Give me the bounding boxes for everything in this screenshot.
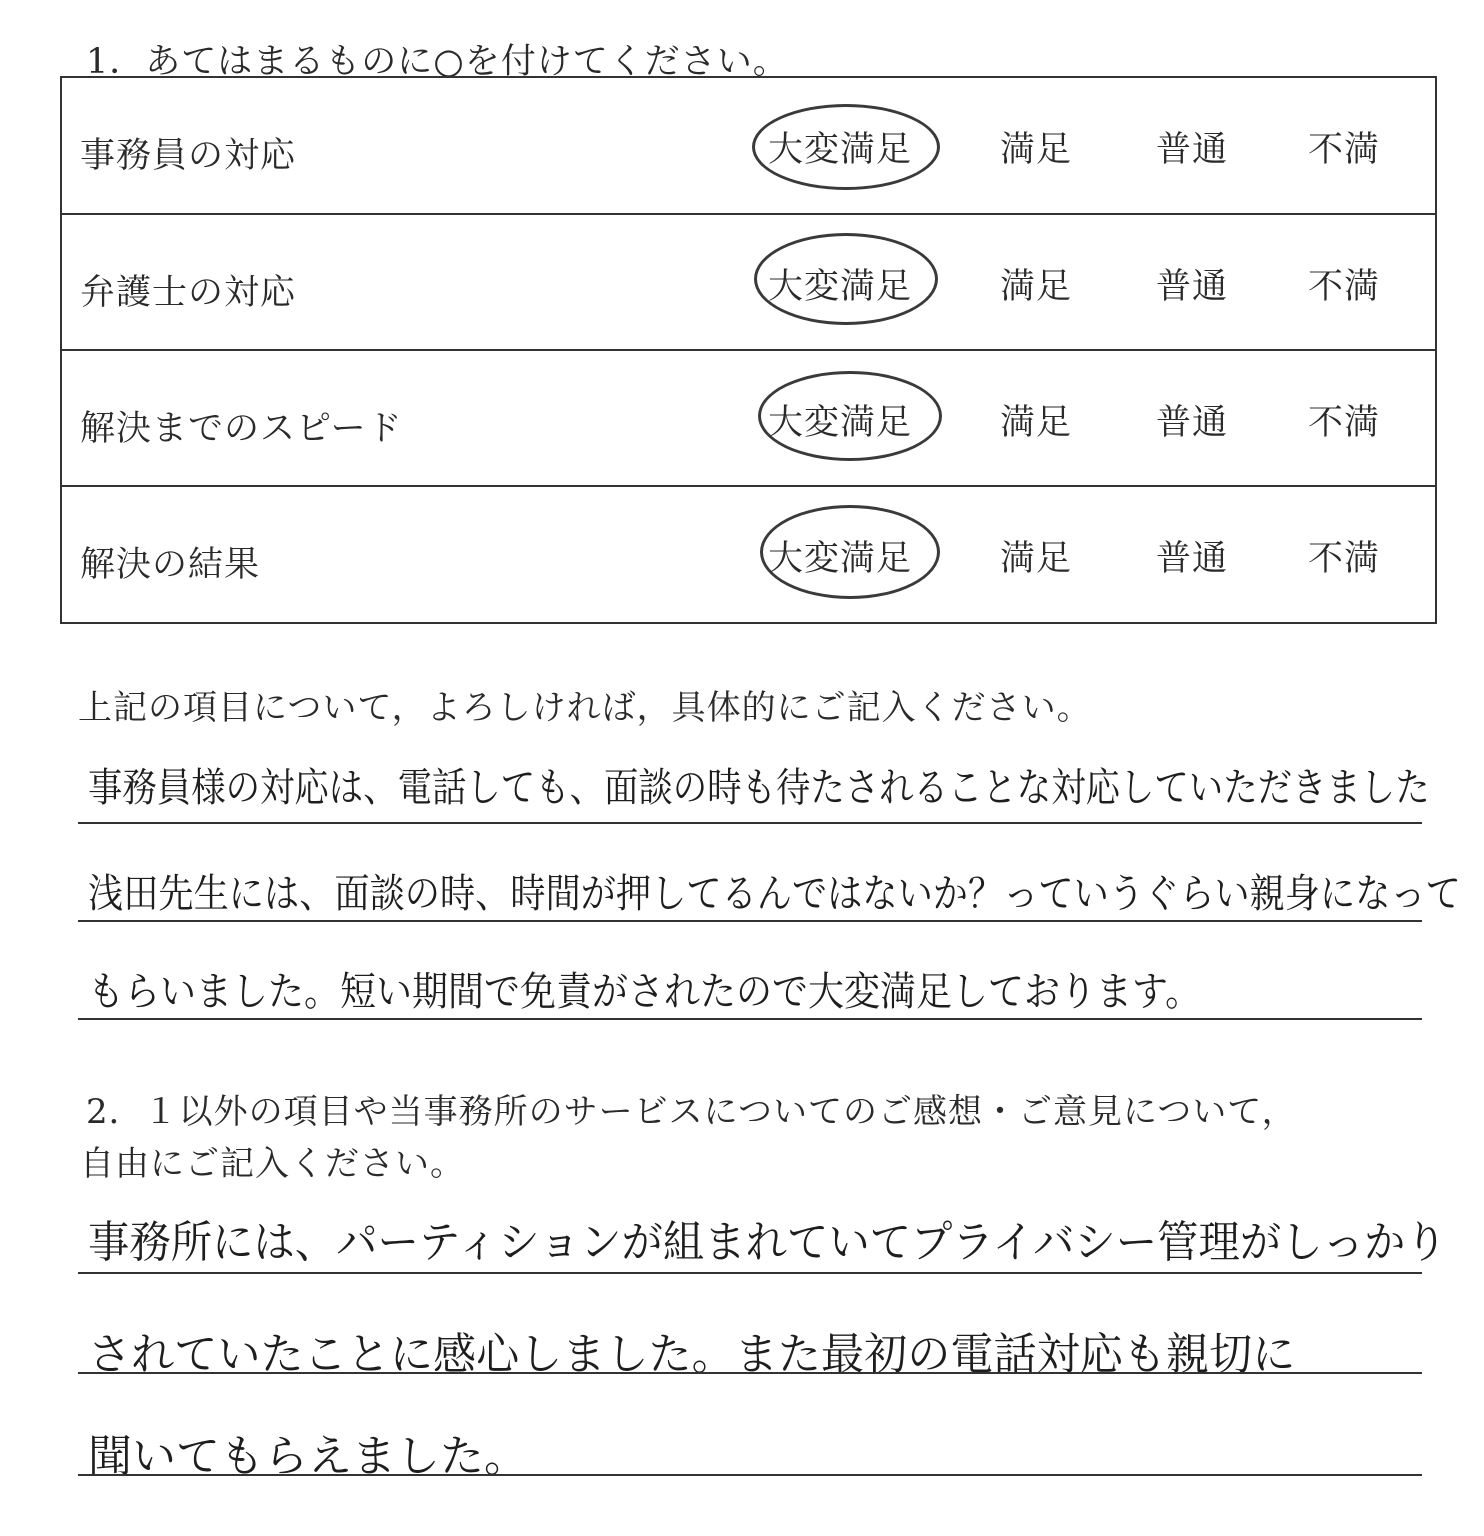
writing-line (78, 1272, 1422, 1274)
writing-line (78, 1018, 1422, 1020)
row-label: 弁護士の対応 (80, 273, 297, 313)
option-neutral[interactable]: 普通 (1156, 539, 1229, 579)
option-neutral[interactable]: 普通 (1156, 403, 1229, 443)
q2-heading-cont: 自由にご記入ください。 (80, 1144, 465, 1184)
option-neutral[interactable]: 普通 (1156, 130, 1229, 170)
option-satisfied[interactable]: 満足 (1000, 267, 1073, 307)
comment-prompt: 上記の項目について，よろしければ，具体的にご記入ください。 (78, 688, 1092, 728)
writing-line (78, 1372, 1422, 1374)
rating-row (62, 349, 1435, 486)
option-very-satisfied[interactable]: 大変満足 (768, 539, 913, 579)
handwritten-comment-line: もらいました。短い期間で免責がされたので大変満足しております。 (88, 969, 1202, 1015)
q2-heading: 2．１以外の項目や当事務所のサービスについてのご感想・ご意見について， (86, 1092, 1297, 1132)
option-dissatisfied[interactable]: 不満 (1308, 403, 1381, 443)
option-very-satisfied[interactable]: 大変満足 (768, 130, 913, 170)
option-satisfied[interactable]: 満足 (1000, 539, 1073, 579)
row-label: 解決の結果 (80, 545, 261, 585)
rating-table (60, 76, 1437, 624)
option-satisfied[interactable]: 満足 (1000, 403, 1073, 443)
handwritten-comment-line: 事務員様の対応は、電話しても、面談の時も待たされることな対応していただきました (88, 765, 1430, 811)
option-dissatisfied[interactable]: 不満 (1308, 539, 1381, 579)
option-very-satisfied[interactable]: 大変満足 (768, 403, 913, 443)
row-label: 解決までのスピード (80, 409, 403, 449)
option-satisfied[interactable]: 満足 (1000, 130, 1073, 170)
handwritten-comment-line: されていたことに感心しました。また最初の電話対応も親切に (88, 1329, 1296, 1380)
option-dissatisfied[interactable]: 不満 (1308, 130, 1381, 170)
handwritten-comment-line: 聞いてもらえました。 (88, 1431, 528, 1482)
row-label: 事務員の対応 (80, 136, 297, 176)
rating-row (62, 213, 1435, 350)
rating-row (62, 485, 1435, 622)
writing-line (78, 822, 1422, 824)
rating-row (62, 78, 1435, 215)
option-very-satisfied[interactable]: 大変満足 (768, 267, 913, 307)
option-neutral[interactable]: 普通 (1156, 267, 1229, 307)
q1-heading: 1．あてはまるものに○を付けてください。 (86, 42, 789, 82)
handwritten-comment-line: 事務所には、パーティションが組まれていてプライバシー管理がしっかり (88, 1217, 1447, 1268)
writing-line (78, 920, 1422, 922)
handwritten-comment-line: 浅田先生には、面談の時、時間が押してるんではないか？っていうぐらい親身になって (88, 871, 1461, 917)
writing-line (78, 1474, 1422, 1476)
option-dissatisfied[interactable]: 不満 (1308, 267, 1381, 307)
